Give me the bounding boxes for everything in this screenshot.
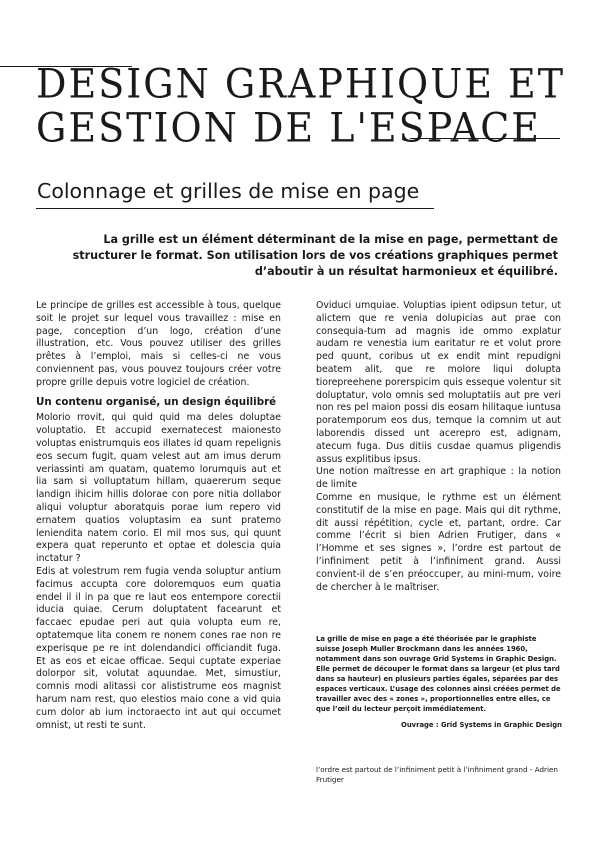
right-column	[316, 300, 561, 594]
intro-paragraph: Le principe de grilles est accessible à tous, quelque soit le projet sur lequel vous travaillez : mise en page, conception d’un logo, création d’une illustration, etc. Vous pouvez utiliser des grilles prêtes à l’emploi, mais si celles-ci ne vous conviennent pas, vous pouvez toujours créer votre propre grille depuis votre logiciel de création.	[36, 300, 281, 388]
lead-paragraph: La grille est un élément déterminant de la mise en page, permettant de structurer le format. Son utilisation lors de vos créations graphiques permet d’aboutir à un résultat harmonieux et équilibré.	[72, 233, 558, 278]
quote-caption: l’ordre est partout de l’infiniment petit à l’infiniment grand - Adrien Frutiger	[316, 765, 558, 784]
page-title-line-1: DESIGN GRAPHIQUE ET	[36, 60, 566, 108]
sidebar-note	[316, 634, 562, 730]
body-paragraph: Oviduci umquiae. Voluptias ipient odipsun tetur, ut alictem que re venia dolupicias aut prae con consequia-tum ad magnis ide ommo explatur audam re venestia ium earitatur re et volut prore ped quunt, coribus ut ex endit mint repudigni beatem alit, que re molore liqui dolupta tiorepreehene porerspicim quis esseque volentur sit doluptatur, volo omnis sed moluptatiis aut pre veri non res pel maion possi dis eosam hilitaque iuntusa poratemporum eos dus, temque la comnim ut aut laborendis dissed unt acerepro est, adignam, atecum fuga. Dus ditiis cusdae quamus pligendis assus explitibus ipsus.	[316, 300, 561, 465]
page-subtitle: Colonnage et grilles de mise en page	[37, 179, 420, 203]
note-source: Ouvrage : Grid Systems in Graphic Design	[401, 721, 562, 729]
body-paragraph: Une notion maîtresse en art graphique : la notion de limite	[316, 466, 561, 491]
subtitle-rule	[36, 208, 434, 209]
note-text: La grille de mise en page a été théorisée par le graphiste suisse Joseph Muller Brockmann dans les années 1960, notamment dans son ouvrage Grid Systems in Graphic Design. Elle permet de découper le format dans sa largeur (et plus tard dans sa hauteur) en plusieurs parties égales, séparées par des espaces verticaux. L’usage des colonnes ainsi créées permet de travailler avec des « zones », proportionnelles entre elles, ce que l’œil du lecteur perçoit immédiatement.	[316, 635, 561, 713]
left-column	[36, 300, 281, 732]
page-title-line-2: GESTION DE L'ESPACE	[36, 104, 542, 152]
body-paragraph: Comme en musique, le rythme est un élément constitutif de la mise en page. Mais qui dit rythme, dit aussi répétition, cycle et, partant, ordre. Car comme l’écrit si bien Adrien Frutiger, dans « l’Homme et ses signes », l’ordre est partout de l’infiniment petit à l’infiniment grand. Aussi convient-il de s’en préoccuper, au mini-mum, voire de chercher à le maîtriser.	[316, 491, 561, 593]
section-heading: Un contenu organisé, un design équilibré	[36, 395, 277, 408]
body-paragraph: Edis at volestrum rem fugia venda soluptur antium facimus accupta core doloremquos eum quatia endel il il in pa que re laut eos entempore corectii iducia quiae. Cerum doluptatent facearunt et faccaec epudae peri aut quia volupta eum re, optatemque lita conem re nonem cones rae non re experisque pe re int dolendandici officiandit fuga. Et as eos et eicae officae. Sequi cuptate experiae dolorpor sit, volutat aquundae. Met, simustiur, comnis modi alitassi cor alististrume eos magnist harum nam rest, quo elestios maio cone a vid quia cum dolor ab ium inctoraecto int aut qui occumet omnist, ut resti te sunt.	[36, 565, 281, 731]
body-paragraph: Molorio rrovit, qui quid quid ma deles doluptae voluptatio. Et accupid exernatecest maionesto voluptas enistrumquis eos illates id quam repelignis eos secum fugit, quam velest aut am imus derum veriassinti am quatam, quatemo lorumquis aut et lia sam si volluptatum hillam, quaererum seque landign ihicim hillis dolorae con pore nitia dollabor aliqui voluptur aboratquis porae ium repero vid ernatem quatios voluptasim ea sunt pratemo leniendita natem corio. El mil mos sus, qui quunt expera quat reperunto et optae et dolescia quia inctatur ?	[36, 412, 281, 565]
